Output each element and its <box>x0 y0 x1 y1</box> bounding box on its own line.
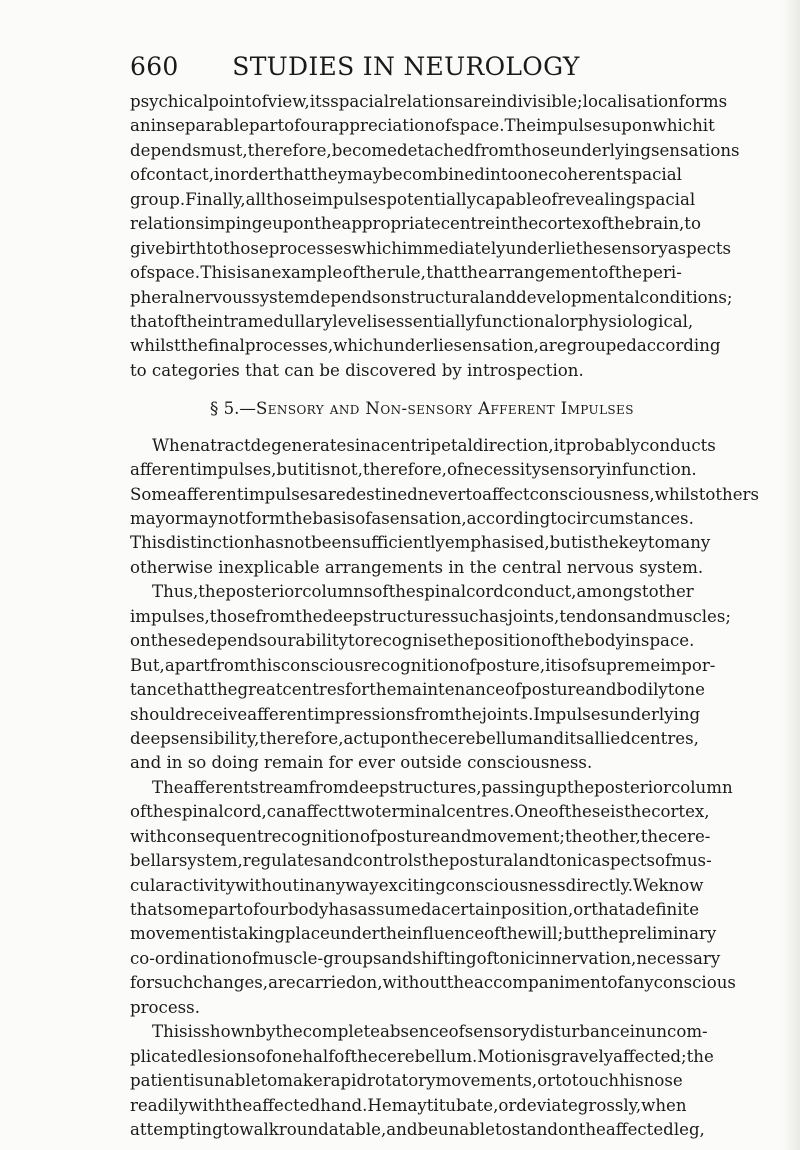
page-header <box>130 52 682 82</box>
text-line: bellar system, regulates and controls the postural and tonic aspects of mus- <box>130 851 712 871</box>
text-line: deep sensibility, therefore, act upon the cerebellum and its allied centres, <box>130 728 699 748</box>
text-line: afferent impulses, but it is not, therefore, of necessity sensory in function. <box>130 460 697 480</box>
text-line: co-ordination of muscle-groups and shifting of tonic innervation, necessary <box>130 948 721 968</box>
text-line: movement is taking place under the influence of the will; but the preliminary <box>130 924 717 944</box>
text-line: cular activity without in any way exciting consciousness directly. We know <box>130 875 704 895</box>
text-line: Some afferent impulses are destined never to affect consciousness, whilst others <box>130 484 759 504</box>
text-line: that of the intramedullary level is essentially functional or physiological, <box>130 311 694 331</box>
text-line: readily with the affected hand. He may titubate, or deviate grossly, when <box>130 1095 687 1115</box>
text-line: pheral nervous system depends on structural and developmental conditions; <box>130 287 733 307</box>
text-line: whilst the final processes, which underlie sensation, are grouped according <box>130 336 721 356</box>
text-line: of contact, in order that they may be combined into one coherent spacial <box>130 165 682 185</box>
text-line: of the spinal cord, can affect two terminal centres. One of these is the cortex, <box>130 802 710 822</box>
text-line: process. <box>130 997 200 1017</box>
running-head: STUDIES IN NEUROLOGY <box>232 52 580 81</box>
text-line: for such changes, are carried on, without the accompaniment of any conscious <box>130 973 736 993</box>
text-line: patient is unable to make rapid rotatory movements, or to touch his nose <box>130 1071 683 1091</box>
text-line: depends must, therefore, become detached from those underlying sensations <box>130 140 740 160</box>
text-line: of space. This is an example of the rule, that the arrangement of the peri- <box>130 263 682 283</box>
text-line: This is shown by the complete absence of sensory disturbance in uncom- <box>152 1022 708 1042</box>
text-line: When a tract degenerates in a centripetal direction, it probably conducts <box>152 435 716 455</box>
paragraph-5 <box>130 1020 714 1142</box>
text-line: otherwise inexplicable arrangements in the central nervous system. <box>130 557 704 577</box>
text-line: The afferent stream from deep structures, passing up the posterior column <box>152 777 733 797</box>
text-line: should receive afferent impressions from the joints. Impulses underlying <box>130 704 701 724</box>
text-line: tance that the great centres for the maintenance of posture and bodily tone <box>130 680 705 700</box>
text-line: plicated lesions of one half of the cerebellum. Motion is gravely affected; the <box>130 1046 714 1066</box>
page-number: 660 <box>130 52 179 81</box>
text-line: Thus, the posterior columns of the spinal cord conduct, amongst other <box>152 582 694 602</box>
text-line: impulses, those from the deep structures such as joints, tendons and muscles; <box>130 606 731 626</box>
text-line: and in so doing remain for ever outside consciousness. <box>130 753 593 773</box>
page-body <box>130 90 759 1142</box>
text-line: an inseparable part of our appreciation of space. The impulses upon which it <box>130 116 715 136</box>
text-line: may or may not form the basis of a sensation, according to circumstances. <box>130 509 694 528</box>
paragraph-2 <box>130 434 759 581</box>
text-line: psychical point of view, its spacial relations are indivisible; localisation forms <box>130 92 728 111</box>
section-title: Sensory and Non-sensory Afferent Impulses <box>256 399 634 419</box>
section-number: § 5.— <box>210 399 256 419</box>
text-line: give birth to those processes which immediately underlie the sensory aspects <box>130 238 732 258</box>
text-line: on these depends our ability to recognise the position of the body in space. <box>130 631 695 651</box>
text-line: that some part of our body has assumed a certain position, or that a definite <box>130 900 700 919</box>
paragraph-3 <box>130 580 731 776</box>
text-line: But, apart from this conscious recognition of posture, it is of supreme impor- <box>130 655 716 675</box>
text-line: relations impinge upon the appropriate centre in the cortex of the brain, to <box>130 214 701 234</box>
text-line: This distinction has not been sufficiently emphasised, but is the key to many <box>130 533 711 553</box>
text-line: to categories that can be discovered by introspection. <box>130 360 584 380</box>
paragraph-1 <box>130 90 740 383</box>
section-heading <box>130 397 682 421</box>
page-edge-shadow <box>782 0 800 1150</box>
text-line: attempting to walk round a table, and be unable to stand on the affected leg, <box>130 1119 705 1139</box>
text-line: group. Finally, all those impulses potentially capable of revealing spacial <box>130 189 696 209</box>
text-line: with consequent recognition of posture and movement; the other, the cere- <box>130 826 711 846</box>
paragraph-4 <box>130 776 736 1020</box>
